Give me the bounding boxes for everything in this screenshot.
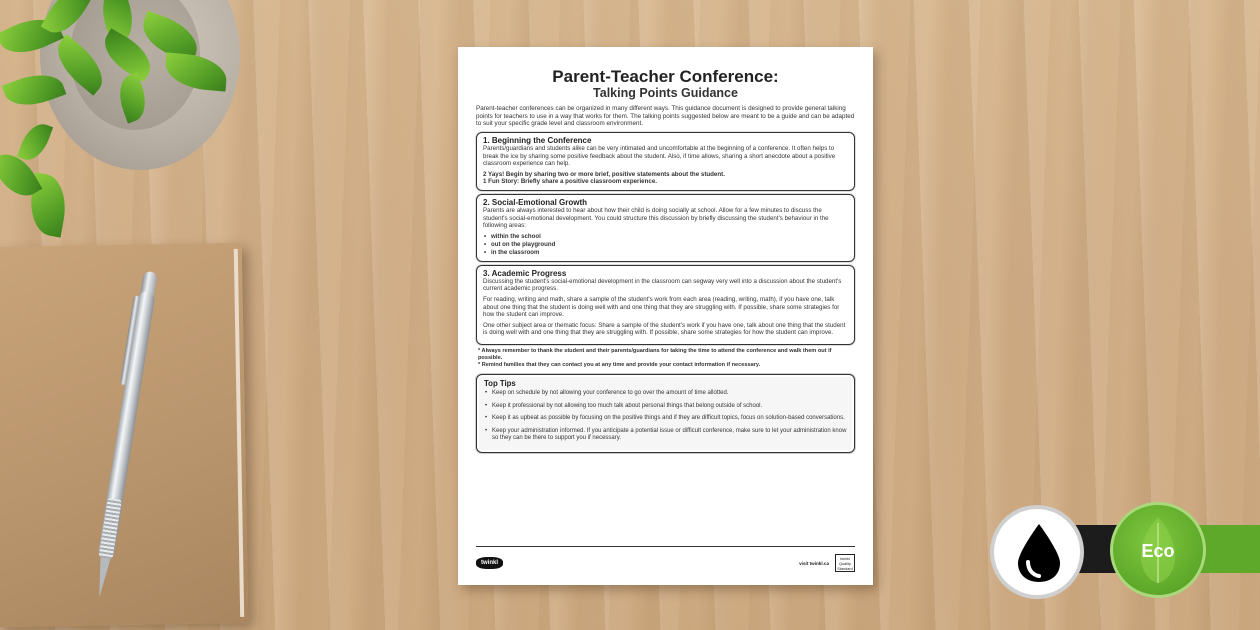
top-tips-box (476, 374, 855, 453)
document-notes (478, 348, 853, 368)
twinkl-logo: twinkl (476, 557, 503, 569)
footer-right (799, 554, 855, 572)
tip-item: • Keep on schedule by not allowing your conference to go over the amount of time allotted. (492, 390, 847, 397)
tip-item: • Keep it as upbeat as possible by focusing on the positive things and if they are difficult topics, focus on solution-based conversations. (492, 415, 847, 422)
section-paragraph: Parents/guardians and students alike can be very intimated and uncomfortable at the beginning of a conference. It often helps to break the ice by sharing some positive feedback about the student. Also, if time allows, sharing a short anecdote about a positive classroom experience can help. (483, 145, 836, 168)
section-bold-line: 2 Yays! Begin by sharing two or more brief, positive statements about the student. (483, 170, 725, 178)
document-title: Parent-Teacher Conference: (552, 67, 779, 86)
tip-item: • Keep your administration informed. If you anticipate a potential issue or difficult conference, make sure to let your administration know so they can be there to support you if necessary. (492, 428, 847, 443)
document-page (458, 47, 873, 585)
quality-standard-badge: twinkl Quality Standard (835, 554, 855, 572)
eco-badge (1110, 502, 1206, 598)
note-line: * Always remember to thank the student and their parents/guardians for taking the time to attend the conference and walk them out if possible. (478, 348, 832, 361)
section-paragraph: For reading, writing and math, share a sample of the student's work from each area (reading, writing, math), if you have one, talk about one thing that the student is doing well with and one thing that they are struggling with. If possible, share some strategies for how the student can improve. (483, 296, 840, 319)
footer-url: visit twinkl.ca (799, 560, 829, 566)
section-title: 3. Academic Progress (483, 268, 567, 278)
document-footer (476, 546, 855, 573)
tips-title: Top Tips (484, 379, 516, 389)
document-intro: Parent-teacher conferences can be organized in many different ways. This guidance document is designed to provide general talking points for teachers to use in a way that works for them. The talking points suggested below are meant to be a guide and can be adapted to suit your specific grade level and classroom environment. (476, 105, 855, 128)
section-bullet-list (483, 233, 848, 257)
section-title: 2. Social-Emotional Growth (483, 198, 588, 208)
list-item: • in the classroom (491, 249, 848, 257)
eco-label: Eco (1141, 541, 1175, 561)
notebook-page-edge (234, 249, 244, 617)
list-item: • within the school (491, 233, 848, 241)
tips-list (484, 390, 847, 442)
section-paragraph: One other subject area or thematic focus: Share a sample of the student's work if you have one, talk about one thing that the student is doing well with and one thing that they are struggling with. If possible, share some strategies for how the student can improve. (483, 321, 846, 337)
list-item: • out on the playground (491, 241, 848, 249)
section-paragraph: Discussing the student's social-emotional development in the classroom can segway very well into a discussion about the student's current academic progress. (483, 277, 842, 293)
ink-saver-badge (990, 505, 1084, 599)
tip-item: • Keep it professional by not allowing too much talk about personal things that belong outside of school. (492, 403, 847, 410)
section-academic-progress (476, 265, 855, 345)
document-subtitle: Talking Points Guidance (593, 86, 738, 100)
section-beginning-conference (476, 132, 855, 191)
section-social-emotional-growth (476, 194, 855, 262)
section-bold-line: 1 Fun Story: Briefly share a positive classroom experience. (483, 178, 658, 186)
section-paragraph: Parents are always interested to hear about how their child is doing socially at school. Allow for a few minutes to discuss the student's social-emotional development. You could structure this discussion by briefly discussing the student's behaviour in the following areas: (483, 207, 829, 230)
ink-drop-icon (1014, 522, 1064, 584)
note-line: * Remind families that they can contact you at any time and provide your contact information if necessary. (478, 361, 761, 368)
section-title: 1. Beginning the Conference (483, 136, 592, 146)
